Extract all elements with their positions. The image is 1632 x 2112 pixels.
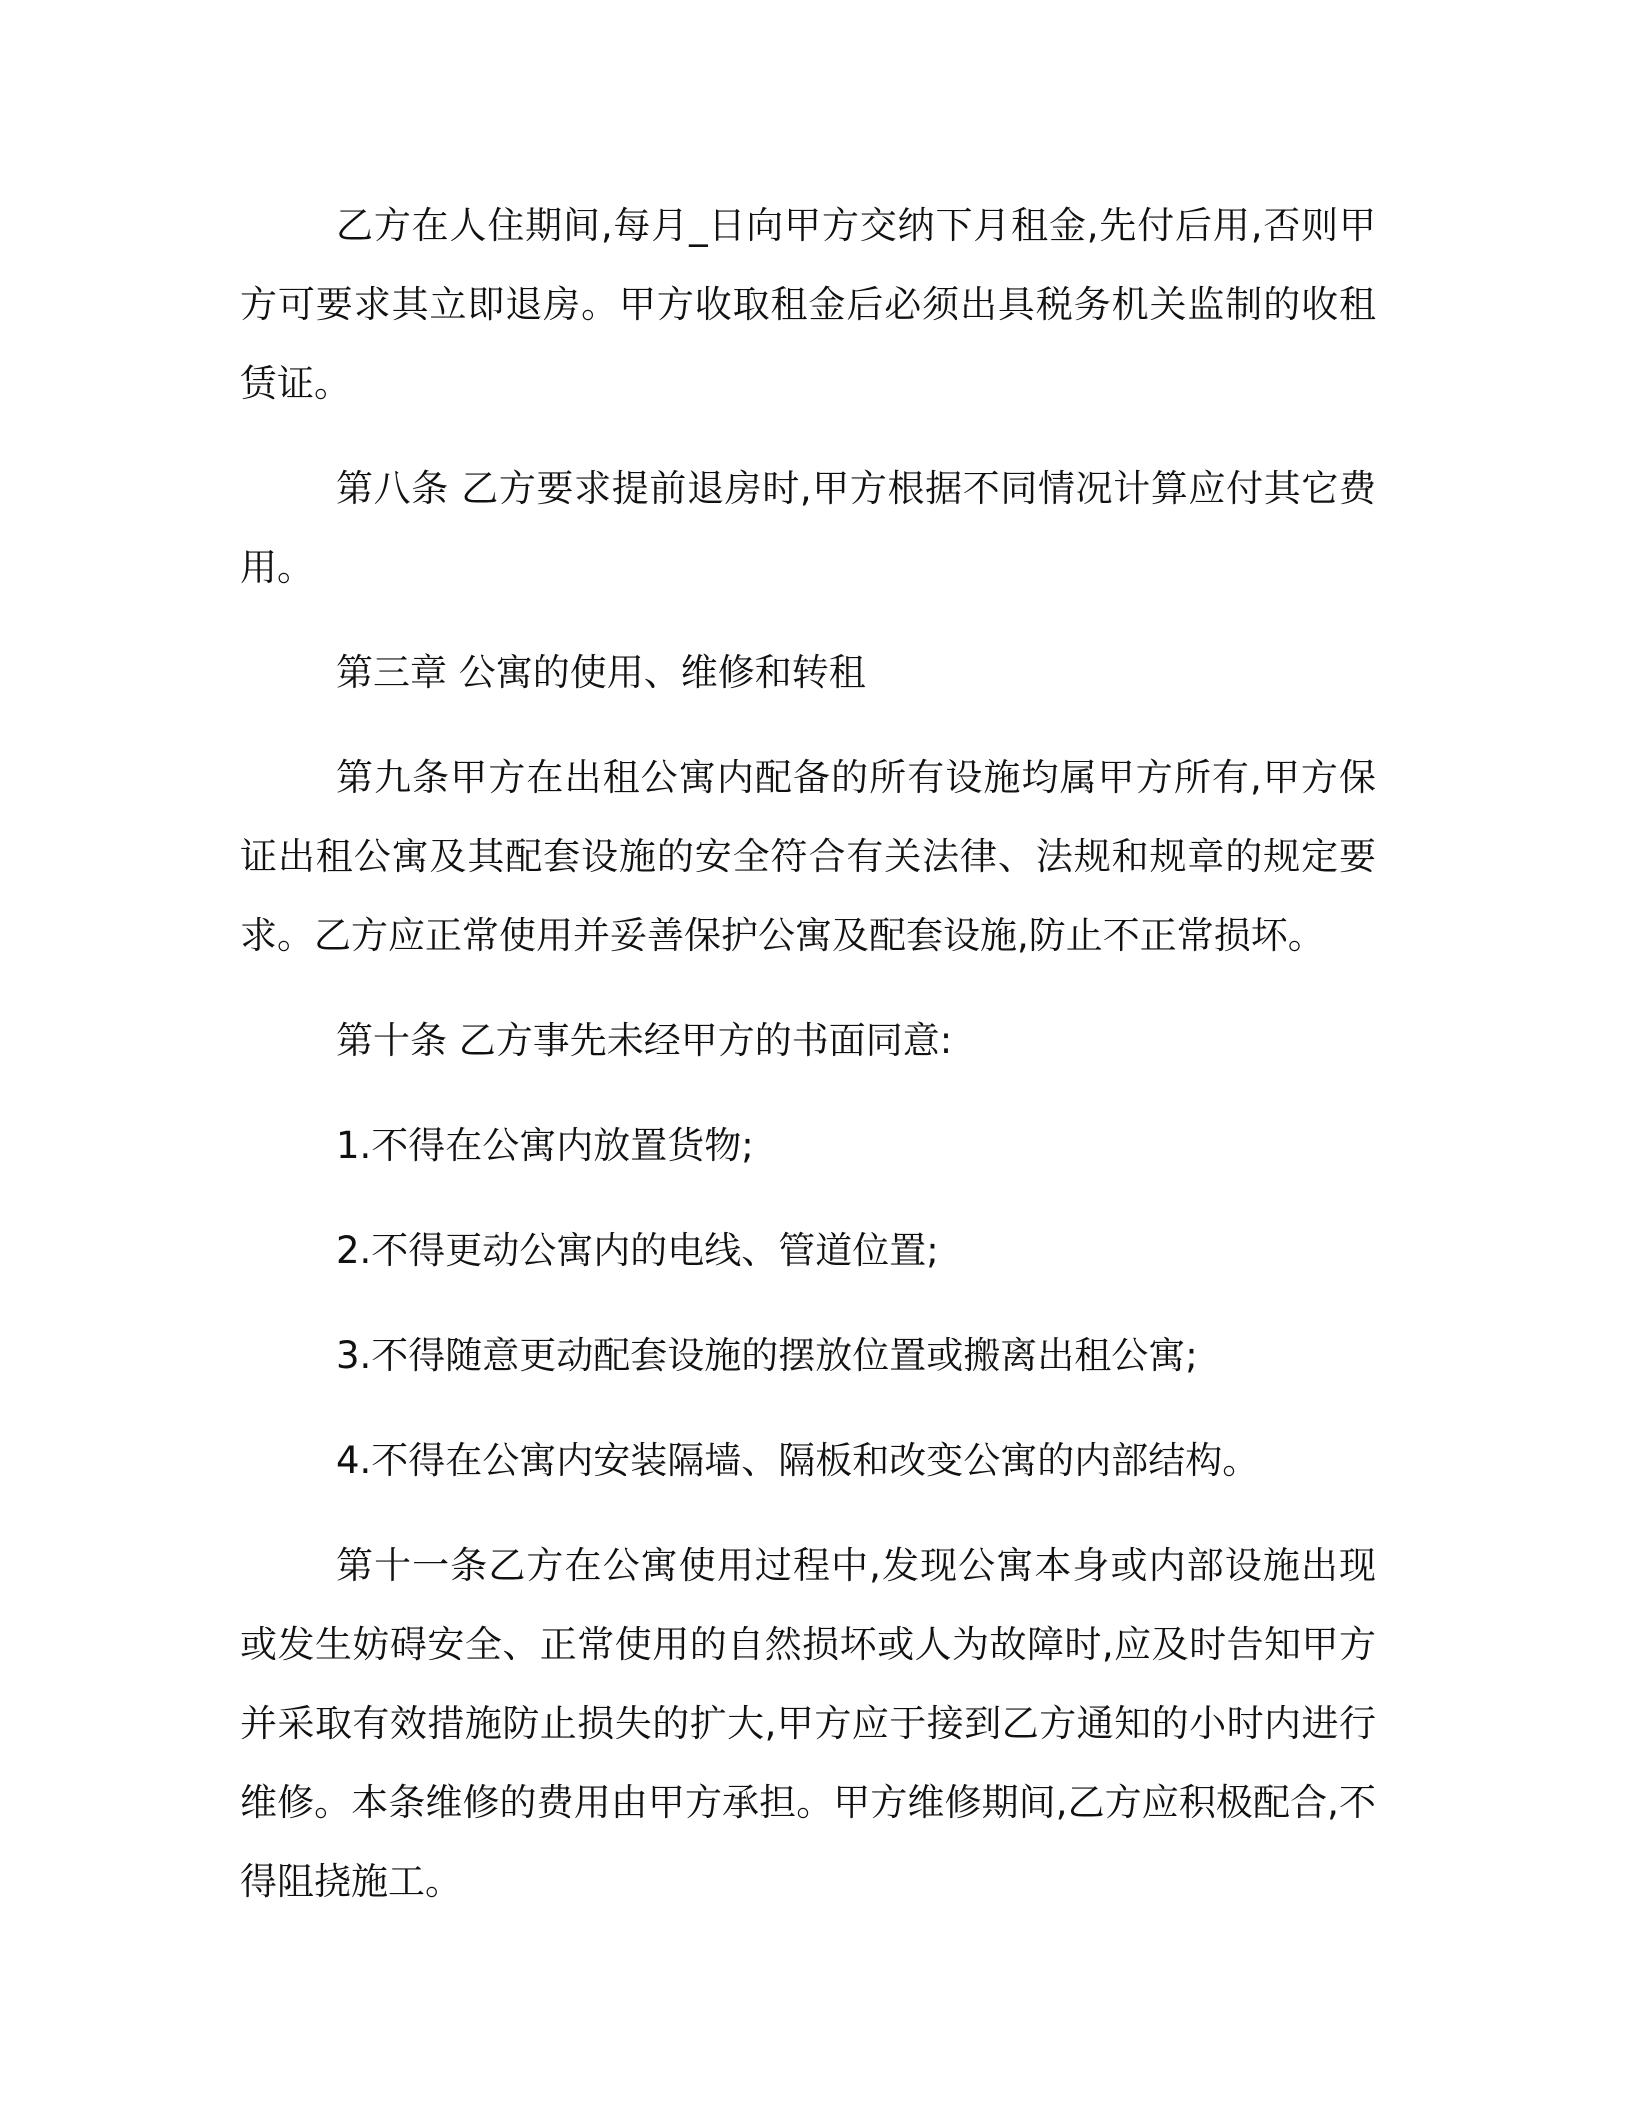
list-item-2: 2.不得更动公寓内的电线、管道位置;: [336, 1229, 939, 1272]
document-body: [240, 186, 1376, 1947]
paragraph-article-8: 第八条 乙方要求提前退房时,甲方根据不同情况计算应付其它费用。: [240, 467, 1376, 589]
chapter-3-heading: 第三章 公寓的使用、维修和转租: [336, 651, 866, 694]
list-item-1: 1.不得在公寓内放置货物;: [336, 1124, 754, 1167]
list-item-4: 4.不得在公寓内安装隔墙、隔板和改变公寓的内部结构。: [336, 1439, 1260, 1482]
paragraph-article-10: 第十条 乙方事先未经甲方的书面同意:: [336, 1019, 953, 1062]
paragraph-article-9: 第九条甲方在出租公寓内配备的所有设施均属甲方所有,甲方保证出租公寓及其配套设施的安全符合有关法律、法规和规章的规定要求。乙方应正常使用并妥善保护公寓及配套设施,防止不正常损坏。: [240, 756, 1376, 957]
paragraph-rent-payment: 乙方在人住期间,每月_日向甲方交纳下月租金,先付后用,否则甲方可要求其立即退房。甲方收取租金后必须出具税务机关监制的收租赁证。: [240, 204, 1376, 405]
list-item-3: 3.不得随意更动配套设施的摆放位置或搬离出租公寓;: [336, 1334, 1198, 1377]
paragraph-article-11: 第十一条乙方在公寓使用过程中,发现公寓本身或内部设施出现或发生妨碍安全、正常使用的自然损坏或人为故障时,应及时告知甲方并采取有效措施防止损失的扩大,甲方应于接到乙方通知的小时内进行维修。本条维修的费用由甲方承担。甲方维修期间,乙方应积极配合,不得阻挠施工。: [240, 1544, 1376, 1903]
